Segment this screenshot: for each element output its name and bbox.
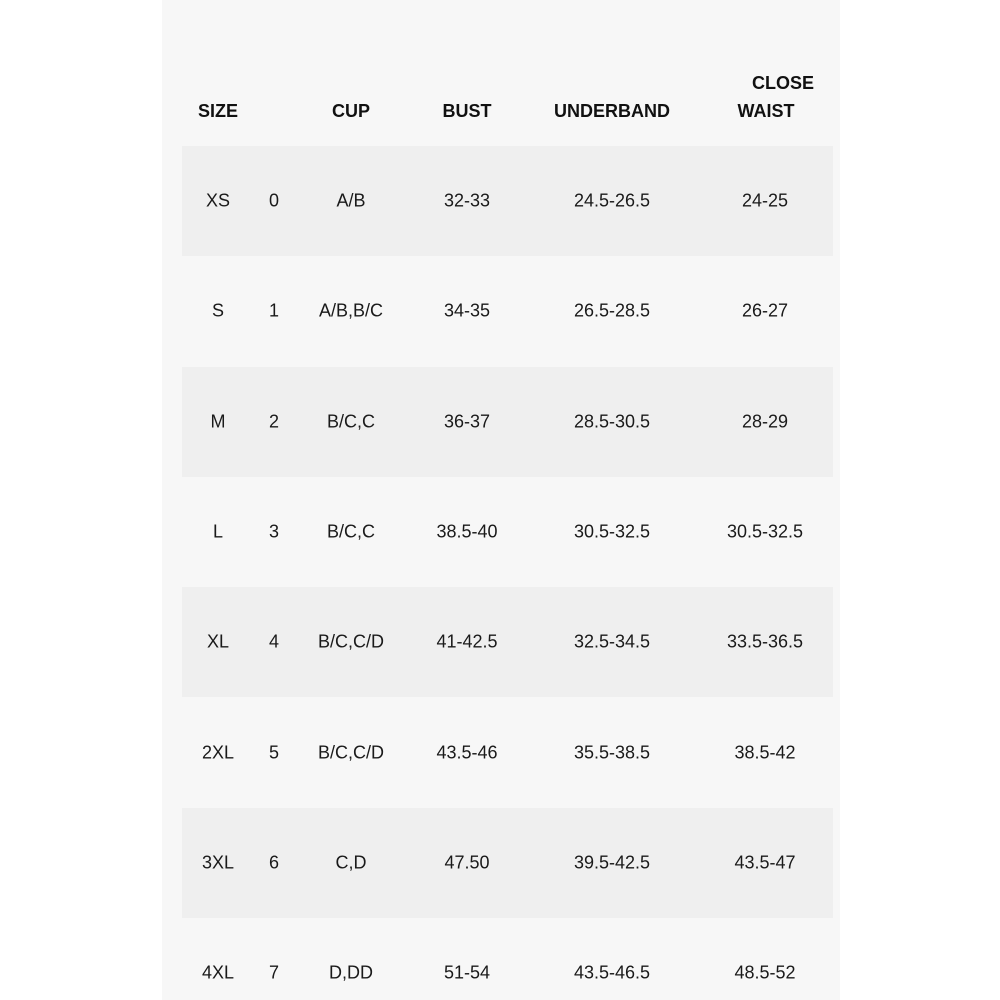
cell-waist: 33.5-36.5 — [726, 631, 804, 652]
cell-size: XS — [205, 190, 231, 211]
cell-bust: 34-35 — [443, 300, 491, 321]
cell-size: M — [210, 411, 226, 432]
cell-size: 4XL — [201, 962, 235, 983]
cell-number: 1 — [268, 300, 280, 321]
cell-cup: B/C,C/D — [317, 742, 385, 763]
table-row — [182, 697, 833, 807]
cell-underband: 24.5-26.5 — [573, 190, 651, 211]
header-underband: UNDERBAND — [554, 101, 670, 121]
header-bust: BUST — [442, 101, 492, 121]
cell-waist: 38.5-42 — [734, 742, 796, 763]
cell-underband: 39.5-42.5 — [573, 852, 651, 873]
cell-underband: 35.5-38.5 — [573, 742, 651, 763]
cell-bust: 47.50 — [444, 852, 490, 873]
cell-underband: 28.5-30.5 — [573, 411, 651, 432]
cell-number: 6 — [268, 852, 280, 873]
table-row — [182, 146, 833, 256]
table-row — [182, 367, 833, 477]
cell-cup: A/B,B/C — [318, 300, 384, 321]
cell-size: XL — [206, 631, 230, 652]
cell-size: 2XL — [201, 742, 235, 763]
cell-waist: 24-25 — [741, 190, 789, 211]
size-chart-rows — [182, 146, 833, 1000]
table-row — [182, 808, 833, 918]
table-row — [182, 587, 833, 697]
cell-cup: C,D — [335, 852, 367, 873]
header-waist: WAIST — [737, 101, 795, 121]
size-chart-panel — [162, 0, 840, 1000]
cell-underband: 43.5-46.5 — [573, 962, 651, 983]
cell-number: 7 — [268, 962, 280, 983]
cell-number: 5 — [268, 742, 280, 763]
cell-underband: 26.5-28.5 — [573, 300, 651, 321]
cell-waist: 26-27 — [741, 300, 789, 321]
cell-underband: 30.5-32.5 — [573, 521, 651, 542]
cell-bust: 36-37 — [443, 411, 491, 432]
cell-waist: 30.5-32.5 — [726, 521, 804, 542]
cell-waist: 43.5-47 — [734, 852, 796, 873]
cell-bust: 43.5-46 — [436, 742, 498, 763]
table-row — [182, 918, 833, 1000]
table-row — [182, 477, 833, 587]
cell-size: S — [211, 300, 225, 321]
table-row — [182, 256, 833, 366]
cell-underband: 32.5-34.5 — [573, 631, 651, 652]
cell-number: 3 — [268, 521, 280, 542]
cell-cup: B/C,C/D — [317, 631, 385, 652]
cell-cup: A/B — [336, 190, 366, 211]
cell-number: 4 — [268, 631, 280, 652]
cell-waist: 48.5-52 — [734, 962, 796, 983]
cell-bust: 38.5-40 — [436, 521, 498, 542]
cell-cup: B/C,C — [326, 411, 376, 432]
cell-bust: 51-54 — [443, 962, 491, 983]
cell-size: L — [212, 521, 224, 542]
cell-waist: 28-29 — [741, 411, 789, 432]
cell-number: 0 — [268, 190, 280, 211]
cell-cup: D,DD — [329, 962, 373, 983]
header-size: SIZE — [197, 101, 239, 121]
header-cup: CUP — [331, 101, 371, 121]
cell-number: 2 — [268, 411, 280, 432]
header-close: CLOSE — [751, 73, 815, 93]
size-chart-header — [162, 0, 840, 146]
cell-cup: B/C,C — [326, 521, 376, 542]
cell-size: 3XL — [201, 852, 235, 873]
cell-bust: 32-33 — [443, 190, 491, 211]
cell-bust: 41-42.5 — [436, 631, 498, 652]
